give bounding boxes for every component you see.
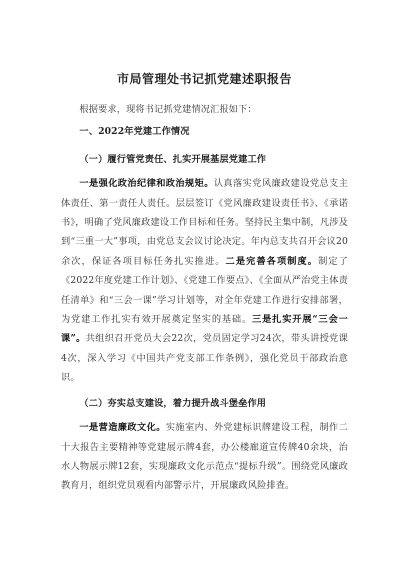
point-1-text: 认真落实党风廉政建设党总支主体责任、第一责任人责任。层层签订《党风廉政建设责任书》、《承诺书》，明确了党风廉政建设工作目标和任务。坚持民主集中制，凡涉及到“三重一大”事项，由党总支会议讨论决定。年内总支共召开会议20余次，保证各项目标任务扎实推进。 xyxy=(61,178,348,267)
subsection-heading-2: （二）夯实总支建设，着力提升战斗堡垒作用 xyxy=(79,397,267,409)
document-title: 市局管理处书记抓党建述职报告 xyxy=(116,72,292,86)
intro-paragraph: 根据要求，现将书记抓党建情况汇报如下： xyxy=(79,104,257,115)
section-heading-1: 一、2022年党建工作情况 xyxy=(79,126,190,138)
point-4-lead: 一是营造廉政文化。 xyxy=(79,422,166,434)
paragraph-clean-culture xyxy=(61,418,348,496)
point-4-text: 实施室内、外党建标识牌建设工程，制作二十大报告主要精神等党建展示牌4套，办公楼廊道宣传牌40余块，治水人物展示牌12套，实现廉政文化示范点“提标升级”。围绕党风廉政教育月，组织党员观看内部警示片，开展廉政风险排查。 xyxy=(61,422,348,492)
paragraph-party-discipline xyxy=(61,174,348,387)
point-2-text: 制定了《2022年度党建工作计划》、《党建工作要点》、《全面从严治党主体责任清单》和“三会一课”学习计划等，对全年党建工作进行安排部署，为党建工作扎实有效开展奠定坚实的基础。 xyxy=(61,255,348,326)
point-3-lead: 三是扎实开展“三会一课”。 xyxy=(61,314,348,345)
subsection-heading-1: （一）履行管党责任、扎实开展基层党建工作 xyxy=(79,153,267,165)
point-2-lead: 二是完善各项制度。 xyxy=(225,255,319,267)
point-1-lead: 一是强化政治纪律和政治规矩。 xyxy=(79,178,214,190)
point-3-text: 共组织召开党员大会22次，党员固定学习24次，带头讲授党课4次，深入学习《中国共产党支部工作条例》，强化党员干部政治意识。 xyxy=(61,333,348,384)
